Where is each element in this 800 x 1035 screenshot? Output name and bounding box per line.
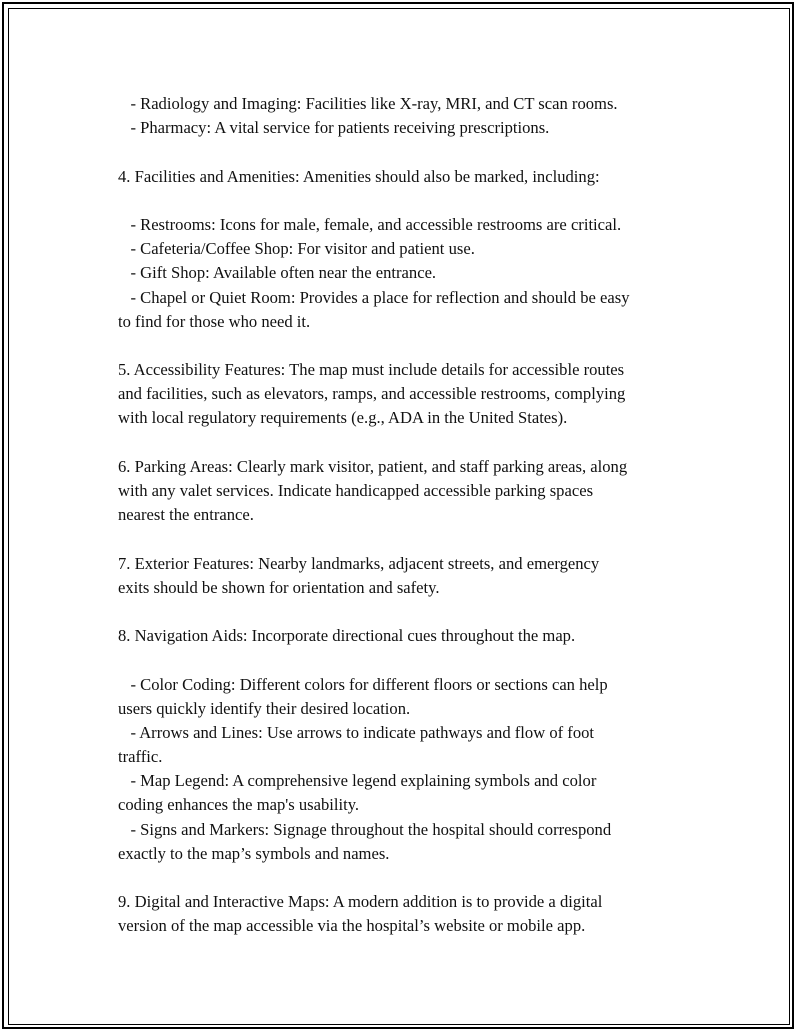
text-line: - Pharmacy: A vital service for patients receiving prescriptions. [118,118,550,138]
text-line: exactly to the map’s symbols and names. [118,843,390,863]
text-line: version of the map accessible via the hospital’s website or mobile app. [118,916,586,936]
text-line: - Map Legend: A comprehensive legend explaining symbols and color [118,771,597,791]
text-line: and facilities, such as elevators, ramps, and accessible restrooms, complying [118,384,626,404]
text-line: nearest the entrance. [118,505,254,525]
blank-line [118,600,698,624]
blank-line [118,866,698,890]
text-line: coding enhances the map's usability. [118,795,360,815]
section-heading: 5. Accessibility Features: The map must include details for accessible routes [118,360,625,380]
section-heading: 7. Exterior Features: Nearby landmarks, adjacent streets, and emergency [118,553,600,573]
blank-line [118,189,698,213]
blank-line [118,334,698,358]
document-body [118,92,698,939]
blank-line [118,527,698,551]
blank-line [118,431,698,455]
text-line: - Cafeteria/Coffee Shop: For visitor and patient use. [118,239,475,259]
section-heading: 9. Digital and Interactive Maps: A modern addition is to provide a digital [118,892,603,912]
text-line: - Chapel or Quiet Room: Provides a place for reflection and should be easy [118,287,630,307]
section-heading: 6. Parking Areas: Clearly mark visitor, patient, and staff parking areas, along [118,456,628,476]
blank-line [118,648,698,672]
section-heading: 4. Facilities and Amenities: Amenities should also be marked, including: [118,166,600,186]
text-line: exits should be shown for orientation and safety. [118,577,440,597]
text-line: - Radiology and Imaging: Facilities like X-ray, MRI, and CT scan rooms. [118,94,618,113]
section-heading: 8. Navigation Aids: Incorporate directional cues throughout the map. [118,626,576,646]
text-line: to find for those who need it. [118,311,311,331]
text-line: with any valet services. Indicate handicapped accessible parking spaces [118,481,594,500]
text-line: traffic. [118,747,163,767]
text-line: users quickly identify their desired location. [118,698,411,718]
text-line: - Color Coding: Different colors for different floors or sections can help [118,674,608,694]
text-line: with local regulatory requirements (e.g., ADA in the United States). [118,408,568,428]
text-line: - Restrooms: Icons for male, female, and accessible restrooms are critical. [118,214,622,234]
blank-line [118,140,698,164]
text-line: - Arrows and Lines: Use arrows to indicate pathways and flow of foot [118,722,595,742]
text-line: - Gift Shop: Available often near the entrance. [118,263,437,283]
text-line: - Signs and Markers: Signage throughout the hospital should correspond [118,819,612,839]
